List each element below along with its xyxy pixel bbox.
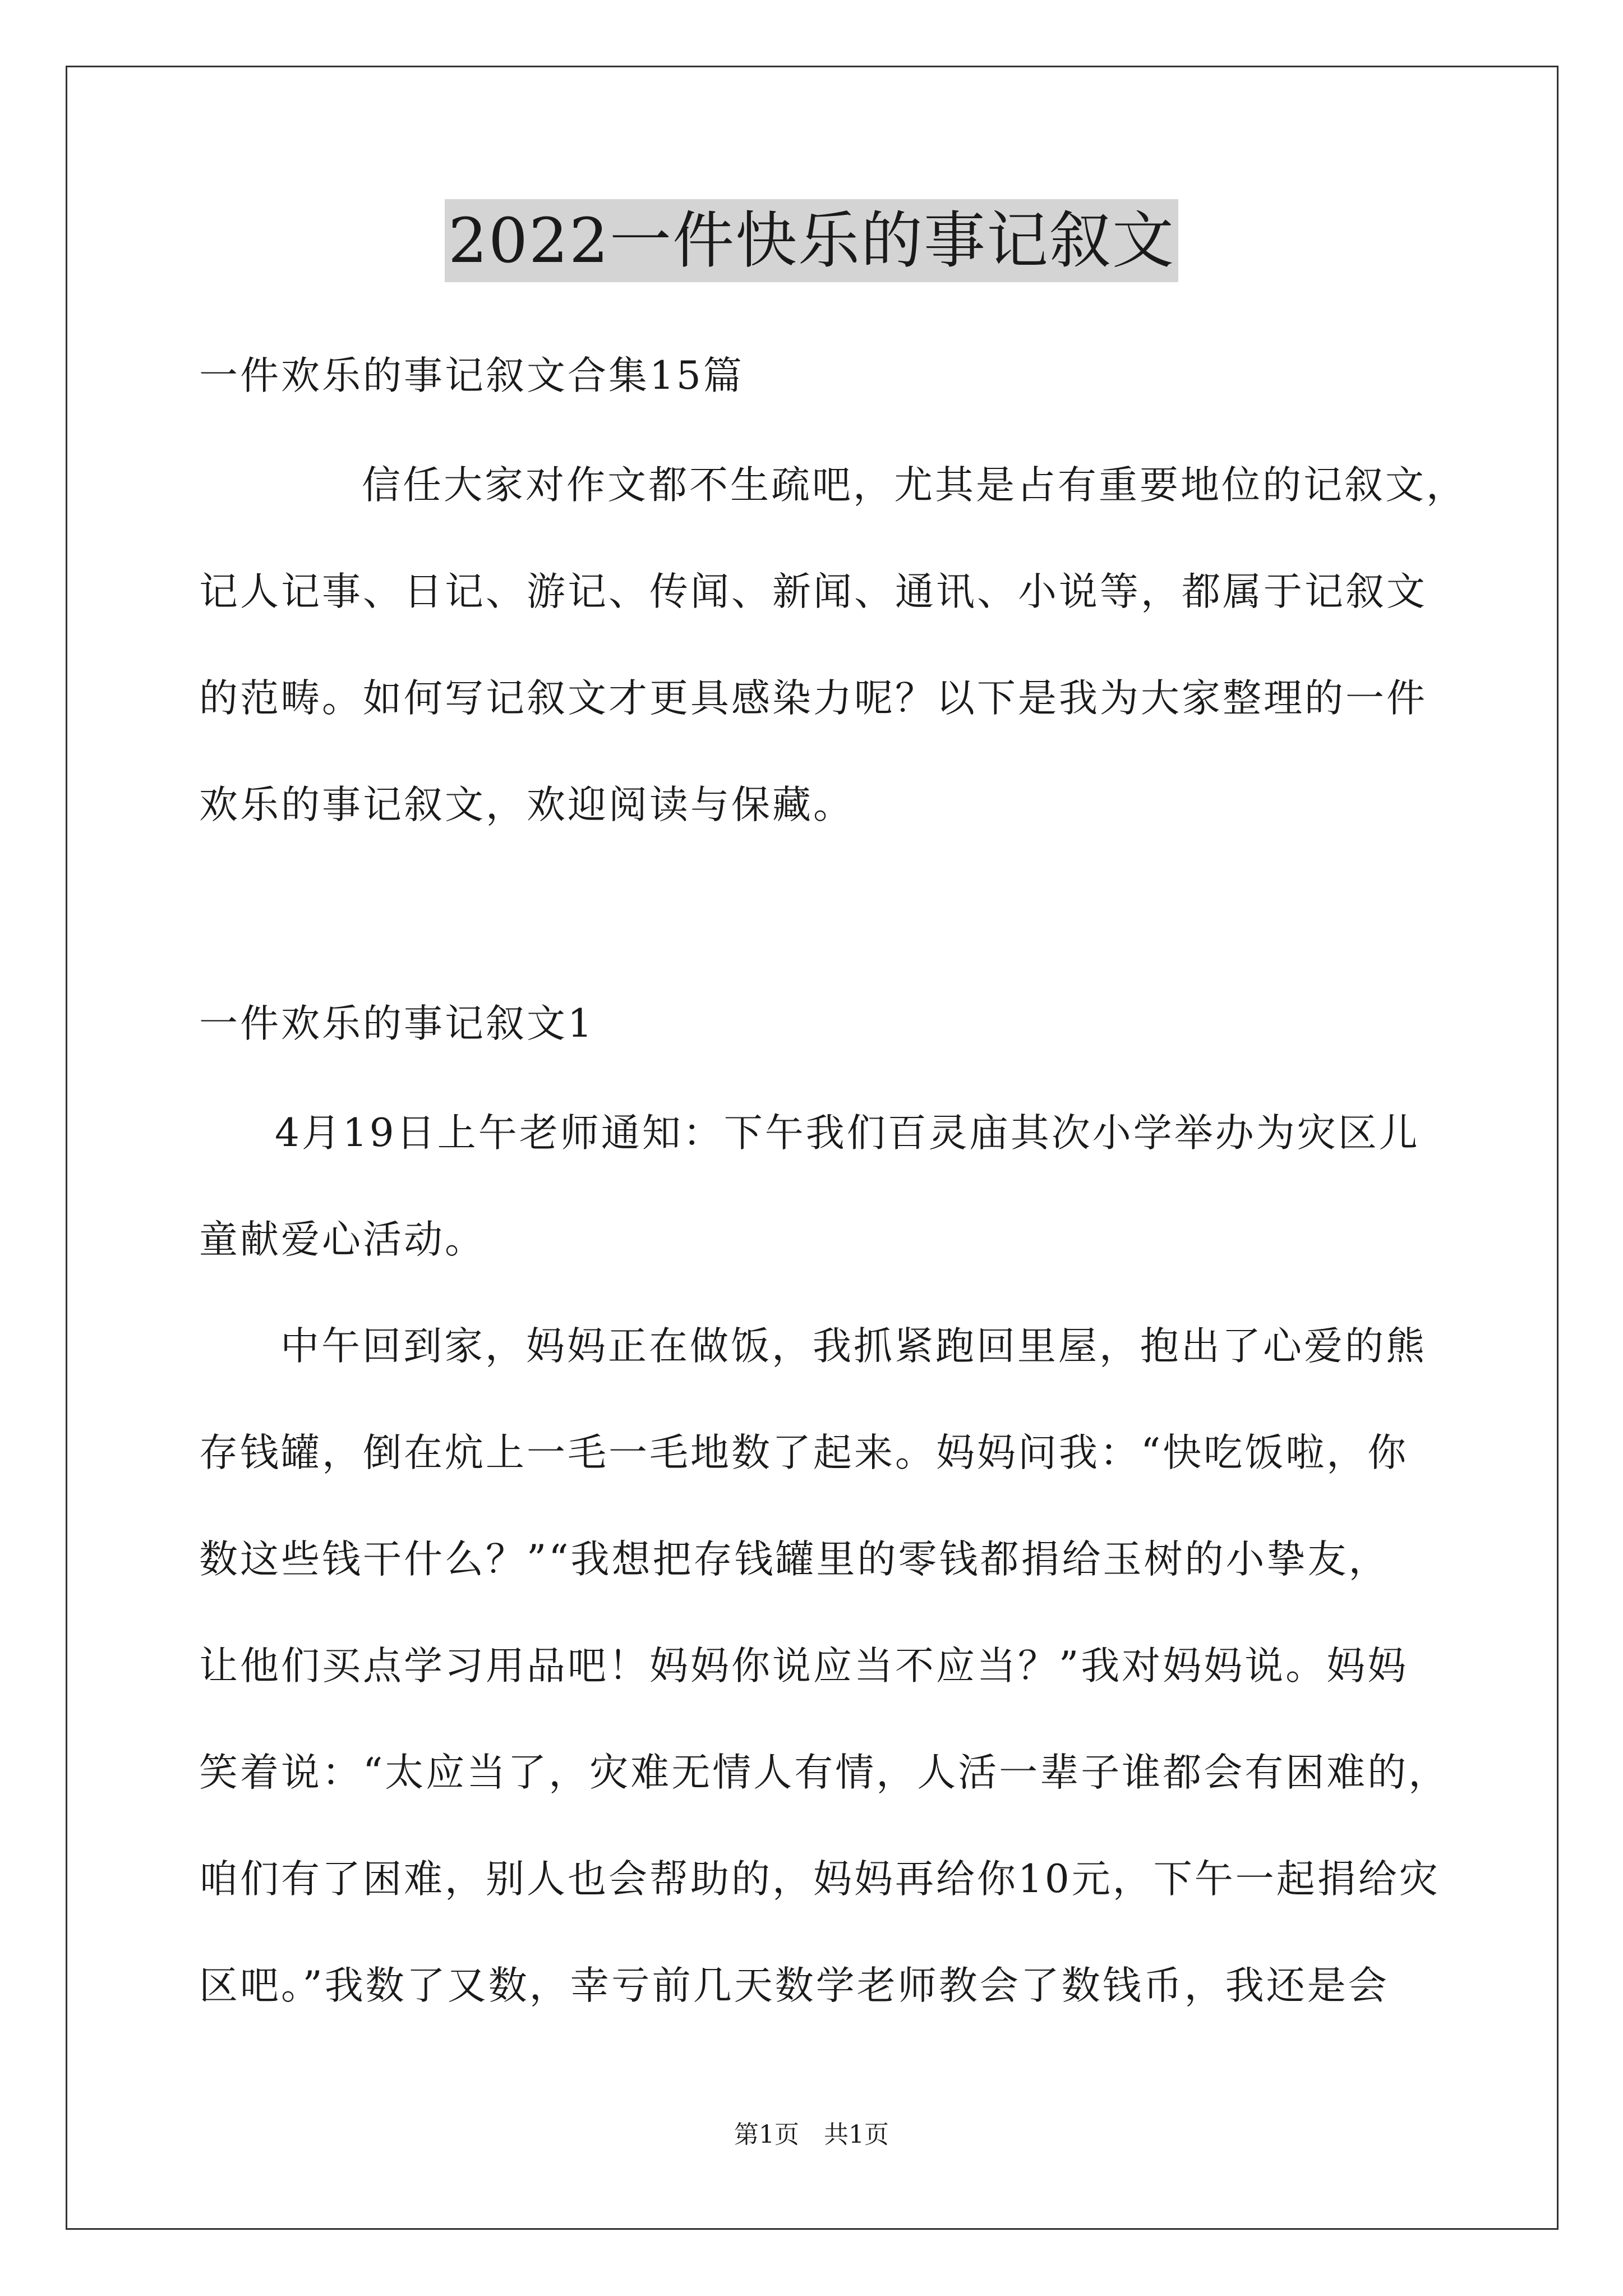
paragraph-line: 咱们有了困难，别人也会帮助的，妈妈再给你10元，下午一起捐给灾 — [199, 1857, 1440, 1902]
paragraph-line: 区吧。”我数了又数，幸亏前几天数学老师教会了数钱币，我还是会 — [199, 1963, 1389, 2008]
paragraph-line: 让他们买点学习用品吧！妈妈你说应当不应当？”我对妈妈说。妈妈 — [199, 1644, 1409, 1688]
document-title: 2022一件快乐的事记叙文 — [445, 199, 1178, 282]
document-subtitle: 一件欢乐的事记叙文合集15篇 — [199, 353, 744, 398]
paragraph-line: 数这些钱干什么？”“我想把存钱罐里的零钱都捐给玉树的小挚友， — [199, 1537, 1390, 1582]
paragraph-line: 童献爱心活动。 — [199, 1217, 486, 1262]
section-heading: 一件欢乐的事记叙文1 — [199, 1001, 594, 1046]
paragraph-line: 存钱罐，倒在炕上一毛一毛地数了起来。妈妈问我：“快吃饭啦，你 — [199, 1430, 1409, 1475]
intro-line: 记人记事、日记、游记、传闻、新闻、通讯、小说等，都属于记叙文 — [199, 569, 1427, 614]
page-footer: 第1页 共1页 — [734, 2120, 889, 2149]
paragraph-line: 4月19日上午老师通知：下午我们百灵庙其次小学举办为灾区儿 — [275, 1111, 1420, 1156]
paragraph-line: 中午回到家，妈妈正在做饭，我抓紧跑回里屋，抱出了心爱的熊 — [280, 1324, 1427, 1369]
title-container — [0, 199, 1623, 282]
intro-line: 信任大家对作文都不生疏吧，尤其是占有重要地位的记叙文， — [362, 463, 1467, 508]
paragraph-line: 笑着说：“太应当了，灾难无情人有情，人活一辈子谁都会有困难的， — [199, 1750, 1450, 1795]
intro-line: 的范畴。如何写记叙文才更具感染力呢？以下是我为大家整理的一件 — [199, 676, 1427, 721]
intro-line: 欢乐的事记叙文，欢迎阅读与保藏。 — [199, 783, 854, 827]
